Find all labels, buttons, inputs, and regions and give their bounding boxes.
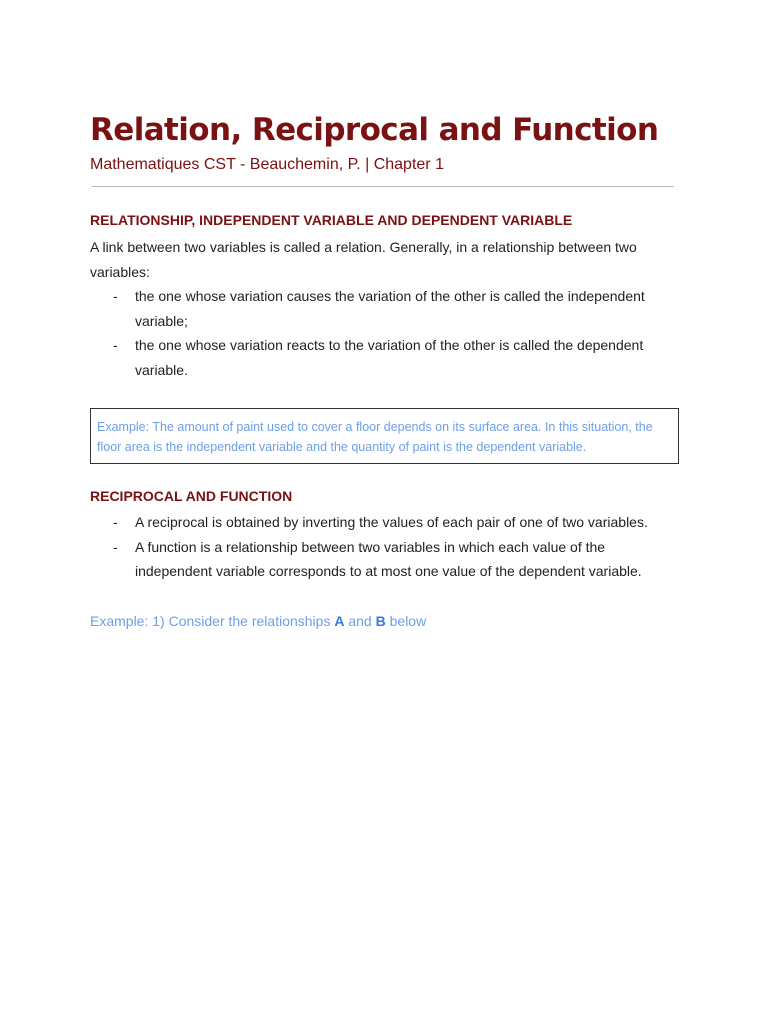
title-divider: [92, 186, 674, 187]
relationship-a-label: A: [334, 612, 345, 629]
section-heading-relationship: RELATIONSHIP, INDEPENDENT VARIABLE AND DEPENDENT VARIABLE: [90, 212, 573, 228]
list-item: [90, 510, 680, 535]
relationship-b-label: B: [375, 612, 386, 629]
example-text: Example: The amount of paint used to cover a floor depends on its surface area. In this situation, the floor area is the independent variable and the quantity of paint is the dependent variable.: [97, 420, 653, 454]
list-item-text: the one whose variation causes the variation of the other is called the independent variable;: [135, 288, 645, 329]
document-page: [90, 108, 680, 632]
list-dash: -: [113, 288, 118, 304]
example-relationships-line: [90, 610, 680, 632]
reciprocal-function-list: [90, 510, 680, 584]
list-item: [90, 284, 680, 333]
list-item-text: A function is a relationship between two variables in which each value of the independent variable corresponds to at most one value of the dependent variable.: [135, 538, 642, 579]
list-dash: -: [113, 337, 118, 353]
page-title: Relation, Reciprocal and Function: [90, 112, 659, 148]
list-dash: -: [113, 538, 118, 555]
list-item: [90, 333, 680, 382]
list-item-text: A reciprocal is obtained by inverting the values of each pair of one of two variables.: [135, 514, 648, 530]
example-prefix: Example: 1) Consider the relationships: [90, 612, 335, 629]
example-and: and: [344, 612, 376, 629]
page-subtitle: Mathematiques CST - Beauchemin, P. | Chapter 1: [90, 156, 444, 173]
section-heading-reciprocal: RECIPROCAL AND FUNCTION: [90, 488, 293, 504]
list-item-text: the one whose variation reacts to the variation of the other is called the dependent variable.: [135, 337, 644, 378]
example-suffix: below: [385, 612, 427, 629]
list-item: [90, 535, 680, 584]
example-box: [90, 408, 679, 464]
variable-definitions-list: [90, 284, 680, 382]
list-dash: -: [113, 514, 118, 530]
relation-definition: A link between two variables is called a relation. Generally, in a relationship between two variables:: [90, 239, 637, 280]
